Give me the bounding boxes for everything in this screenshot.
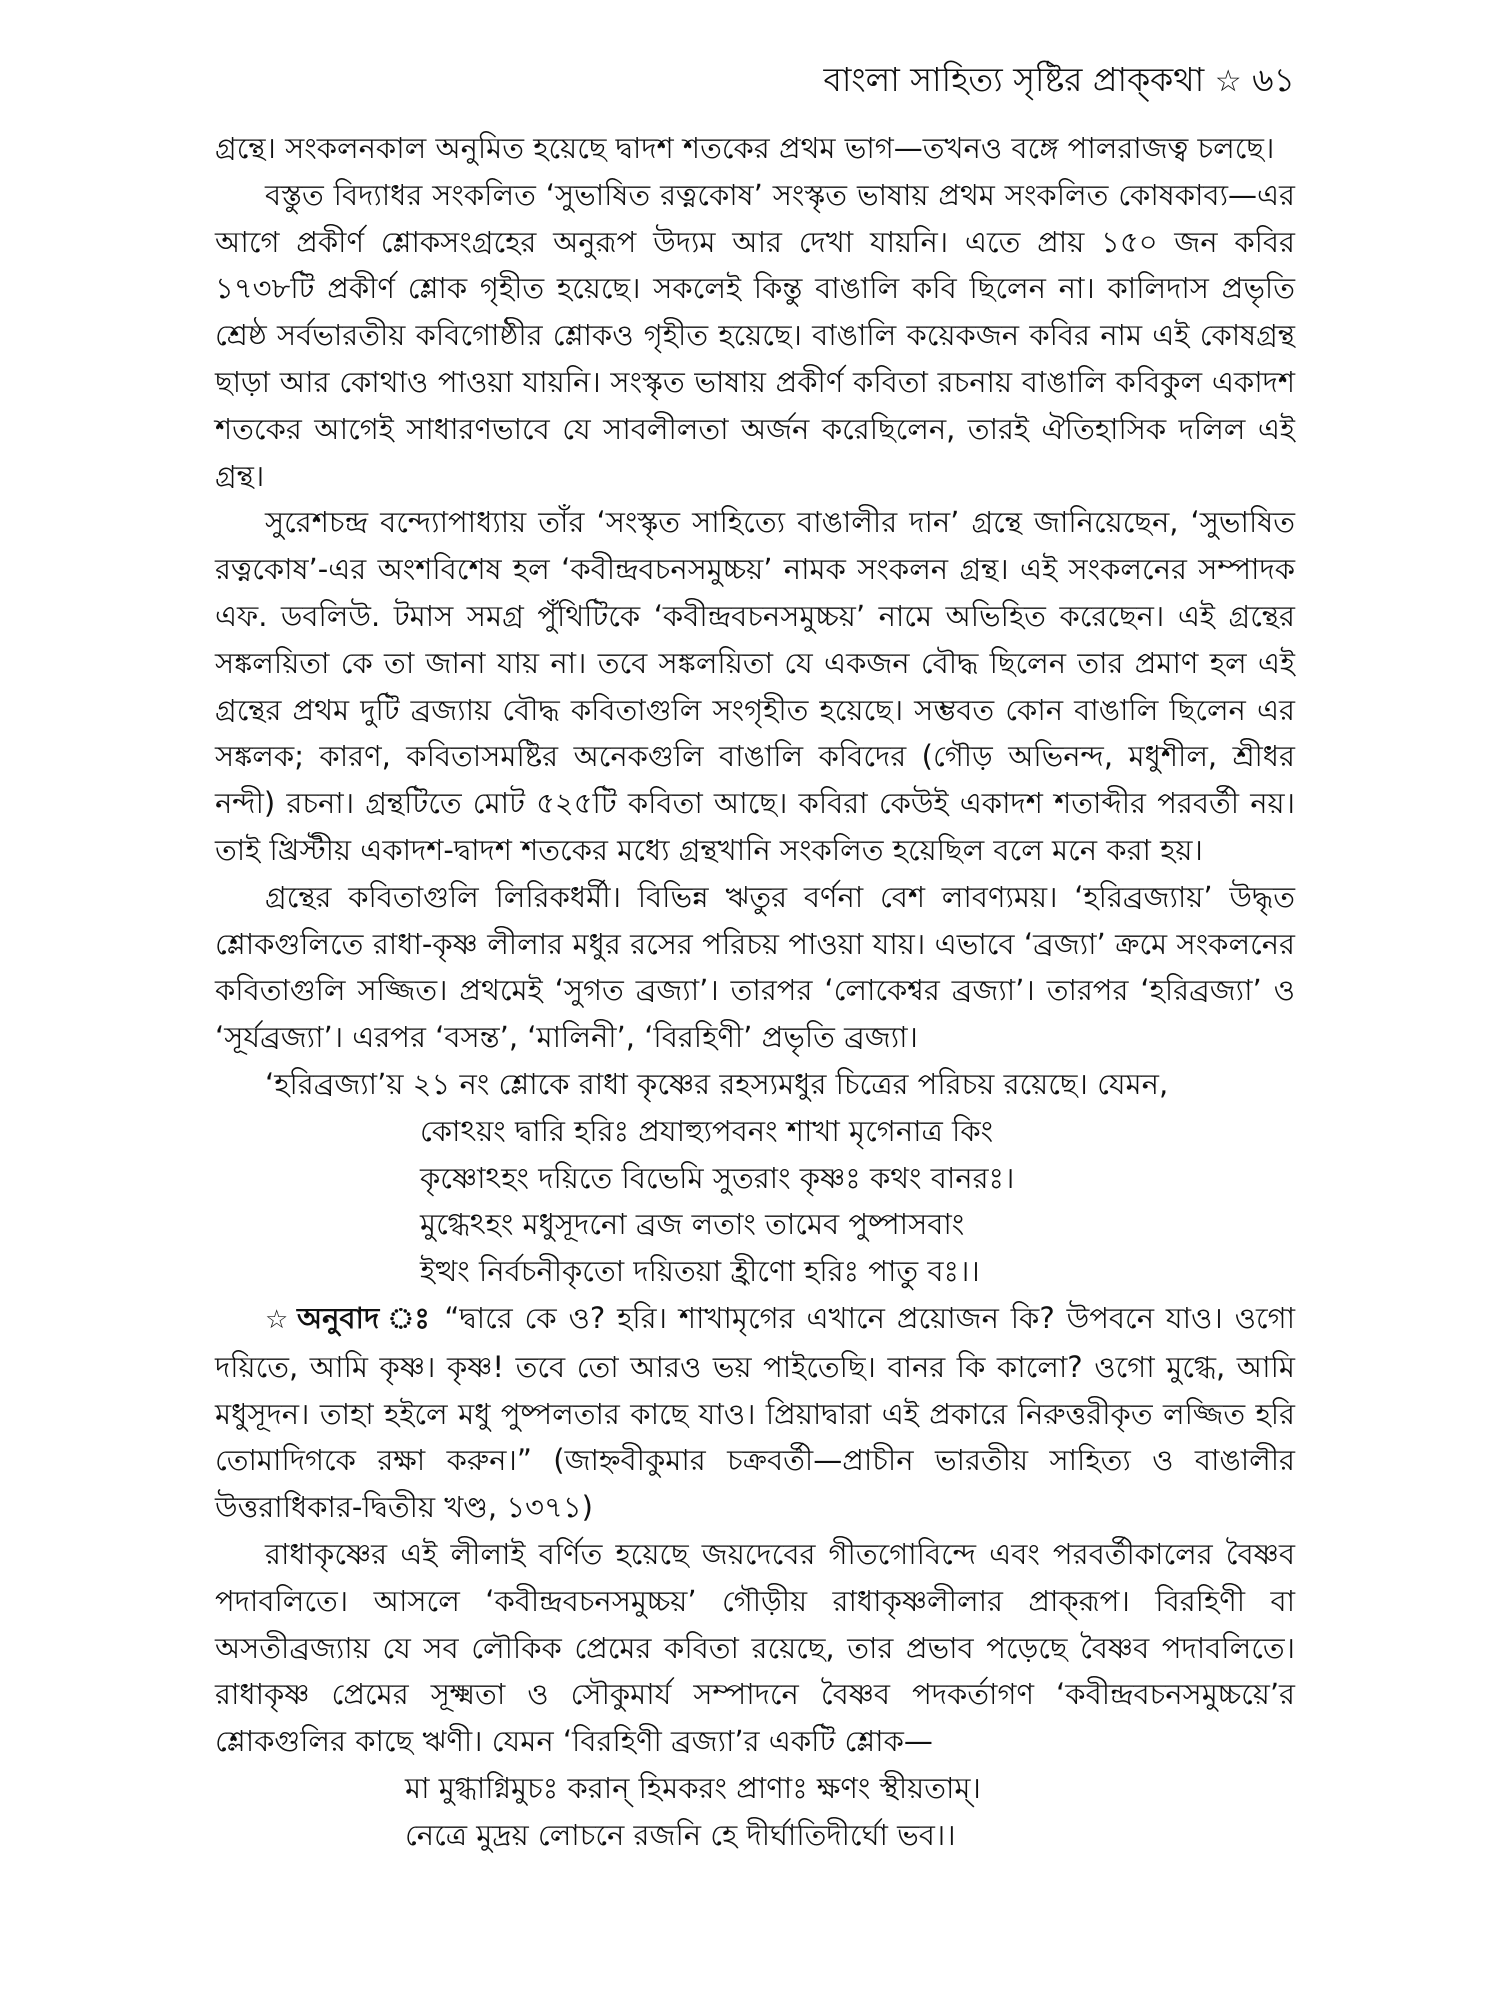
verse-line: কোঽয়ং দ্বারি হরিঃ প্রযাহ্যুপবনং শাখা মৃগেনাত্র কিং [420, 1113, 994, 1148]
paragraph-verse-intro: ‘হরিব্রজ্যা’য় ২১ নং শ্লোকে রাধা কৃষ্ণের রহস্যমধুর চিত্রের পরিচয় রয়েছে। যেমন, [265, 1066, 1169, 1101]
translation-label: অনুবাদ ঃ [296, 1300, 433, 1335]
verse-line: ইত্থং নির্বচনীকৃতো দয়িতয়া হ্রীণো হরিঃ পাতু বঃ।। [420, 1254, 980, 1289]
running-header [215, 55, 1295, 125]
paragraph-continued: গ্রন্থে। সংকলনকাল অনুমিত হয়েছে দ্বাদশ শতকের প্রথম ভাগ—তখনও বঙ্গে পালরাজত্ব চলছে। [215, 131, 1275, 165]
sanskrit-verse-virahini [215, 1765, 1295, 1859]
running-title: বাংলা সাহিত্য সৃষ্টির প্রাক্‌কথা [823, 60, 1205, 99]
body-text [215, 125, 1295, 1858]
verse-line: মা মুগ্ধাগ্নিমুচঃ করান্‌ হিমকরং প্রাণাঃ ক্ষণং স্থীয়তাম্‌। [405, 1770, 981, 1805]
paragraph-subhashita: বস্তুত বিদ্যাধর সংকলিত ‘সুভাষিত রত্নকোষ’ সংস্কৃত ভাষায় প্রথম সংকলিত কোষকাব্য—এর আগে প্রকীর্ণ শ্লোকসংগ্রহের অনুরূপ উদ্যম আর দেখা যায়নি। এতে প্রায় ১৫০ জন কবির ১৭৩৮টি প্রকীর্ণ শ্লোক গৃহীত হয়েছে। সকলেই কিন্তু বাঙালি কবি ছিলেন না। কালিদাস প্রভৃতি শ্রেষ্ঠ সর্বভারতীয় কবিগোষ্ঠীর শ্লোকও গৃহীত হয়েছে। বাঙালি কয়েকজন কবির নাম এই কোষগ্রন্থ ছাড়া আর কোথাও পাওয়া যায়নি। সংস্কৃত ভাষায় প্রকীর্ণ কবিতা রচনায় বাঙালি কবিকুল একাদশ শতকের আগেই সাধারণভাবে যে সাবলীলতা অর্জন করেছিলেন, তারই ঐতিহাসিক দলিল এই গ্রন্থ। [215, 177, 1295, 493]
verse-line: মুগ্ধেঽহং মধুসূদনো ব্রজ লতাং তামেব পুষ্পাসবাং [420, 1207, 965, 1242]
translation-paragraph [215, 1295, 1295, 1531]
page-number: ৬১ [1252, 60, 1295, 99]
star-icon: ☆ [265, 1304, 291, 1335]
star-icon: ☆ [1214, 64, 1242, 99]
translation-text: “দ্বারে কে ও? হরি। শাখামৃগের এখানে প্রয়োজন কি? উপবনে যাও। ওগো দয়িতে, আমি কৃষ্ণ। কৃষ্ণ! তবে তো আরও ভয় পাইতেছি। বানর কি কালো? ওগো মুগ্ধে, আমি মধুসূদন। তাহা হইলে মধু পুষ্পলতার কাছে যাও। প্রিয়াদ্বারা এই প্রকারে নিরুত্তরীকৃত লজ্জিত হরি তোমাদিগকে রক্ষা করুন।” (জাহ্নবীকুমার চক্রবর্তী—প্রাচীন ভারতীয় সাহিত্য ও বাঙালীর উত্তরাধিকার-দ্বিতীয় খণ্ড, ১৩৭১) [215, 1300, 1296, 1525]
paragraph-kavindra: সুরেশচন্দ্র বন্দ্যোপাধ্যায় তাঁর ‘সংস্কৃত সাহিত্যে বাঙালীর দান’ গ্রন্থে জানিয়েছেন, ‘সুভাষিত রত্নকোষ’-এর অংশবিশেষ হল ‘কবীন্দ্রবচনসমুচ্চয়’ নামক সংকলন গ্রন্থ। এই সংকলনের সম্পাদক এফ. ডবলিউ. টমাস সমগ্র পুঁথিটিকে ‘কবীন্দ্রবচনসমুচ্চয়’ নামে অভিহিত করেছেন। এই গ্রন্থের সঙ্কলয়িতা কে তা জানা যায় না। তবে সঙ্কলয়িতা যে একজন বৌদ্ধ ছিলেন তার প্রমাণ হল এই গ্রন্থের প্রথম দুটি ব্রজ্যায় বৌদ্ধ কবিতাগুলি সংগৃহীত হয়েছে। সম্ভবত কোন বাঙালি ছিলেন এর সঙ্কলক; কারণ, কবিতাসমষ্টির অনেকগুলি বাঙালি কবিদের (গৌড় অভিনন্দ, মধুশীল, শ্রীধর নন্দী) রচনা। গ্রন্থটিতে মোট ৫২৫টি কবিতা আছে। কবিরা কেউই একাদশ শতাব্দীর পরবর্তী নয়। তাই খ্রিস্টীয় একাদশ-দ্বাদশ শতকের মধ্যে গ্রন্থখানি সংকলিত হয়েছিল বলে মনে করা হয়। [215, 505, 1295, 867]
book-page [215, 55, 1295, 1955]
sanskrit-verse-hari [215, 1108, 1295, 1295]
paragraph-vaishnava: রাধাকৃষ্ণের এই লীলাই বর্ণিত হয়েছে জয়দেবের গীতগোবিন্দে এবং পরবর্তীকালের বৈষ্ণব পদাবলিতে। আসলে ‘কবীন্দ্রবচনসমুচ্চয়’ গৌড়ীয় রাধাকৃষ্ণলীলার প্রাক্‌রূপ। বিরহিণী বা অসতীব্রজ্যায় যে সব লৌকিক প্রেমের কবিতা রয়েছে, তার প্রভাব পড়েছে বৈষ্ণব পদাবলিতে। রাধাকৃষ্ণ প্রেমের সূক্ষ্মতা ও সৌকুমার্য সম্পাদনে বৈষ্ণব পদকর্তাগণ ‘কবীন্দ্রবচনসমুচ্চয়ে’র শ্লোকগুলির কাছে ঋণী। যেমন ‘বিরহিণী ব্রজ্যা’র একটি শ্লোক— [215, 1536, 1295, 1759]
verse-line: কৃষ্ণোঽহং দয়িতে বিভেমি সুতরাং কৃষ্ণঃ কথং বানরঃ। [420, 1160, 1015, 1195]
paragraph-lyric: গ্রন্থের কবিতাগুলি লিরিকধর্মী। বিভিন্ন ঋতুর বর্ণনা বেশ লাবণ্যময়। ‘হরিব্রজ্যায়’ উদ্ধৃত শ্লোকগুলিতে রাধা-কৃষ্ণ লীলার মধুর রসের পরিচয় পাওয়া যায়। এভাবে ‘ব্রজ্যা’ ক্রমে সংকলনের কবিতাগুলি সজ্জিত। প্রথমেই ‘সুগত ব্রজ্যা’। তারপর ‘লোকেশ্বর ব্রজ্যা’। তারপর ‘হরিব্রজ্যা’ ও ‘সূর্যব্রজ্যা’। এরপর ‘বসন্ত’, ‘মালিনী’, ‘বিরহিণী’ প্রভৃতি ব্রজ্যা। [215, 879, 1295, 1055]
verse-line: নেত্রে মুদ্রয় লোচনে রজনি হে দীর্ঘাতিদীর্ঘো ভব।। [405, 1817, 956, 1852]
